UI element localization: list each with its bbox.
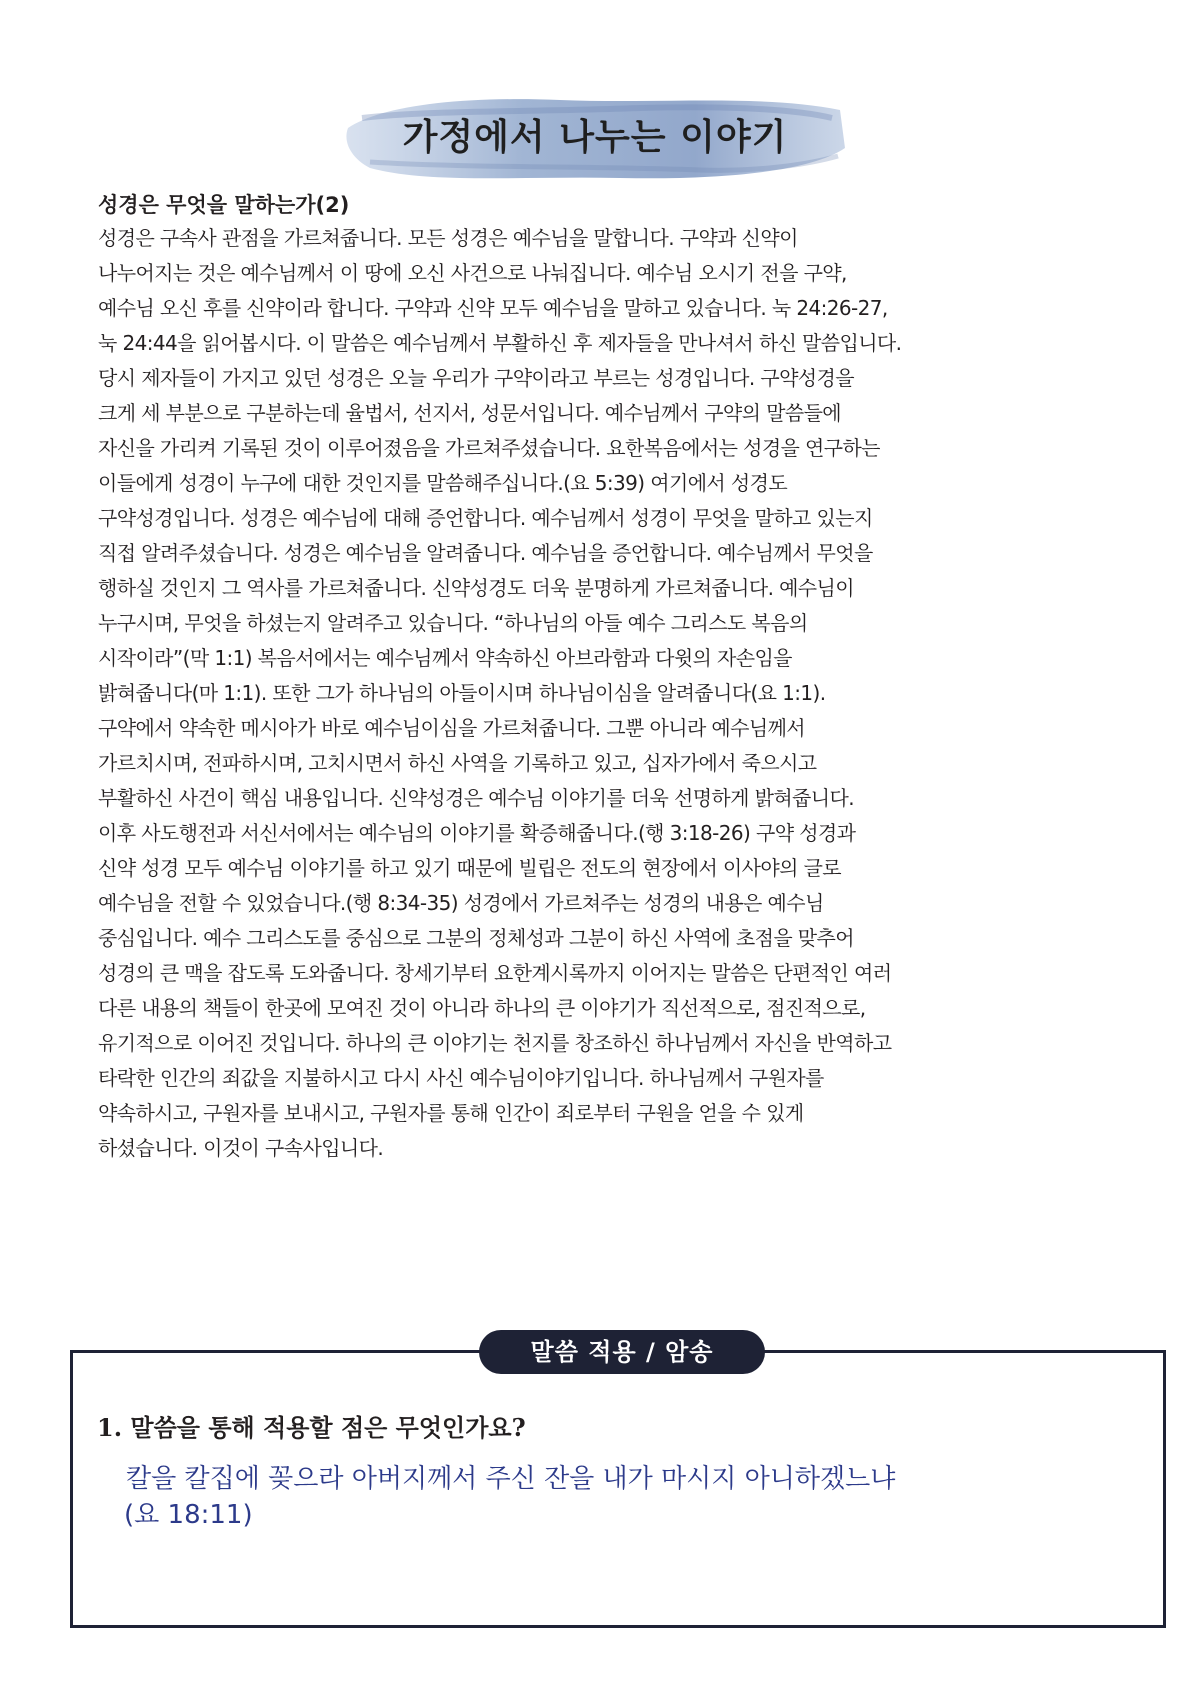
body-line: 가르치시며, 전파하시며, 고치시면서 하신 사역을 기록하고 있고, 십자가에서 죽으시고 [98, 751, 817, 775]
body-line: 눅 24:44을 읽어봅시다. 이 말씀은 예수님께서 부활하신 후 제자들을 만나셔서 하신 말씀입니다. [98, 331, 902, 355]
body-line: 약속하시고, 구원자를 보내시고, 구원자를 통해 인간이 죄로부터 구원을 얻을 수 있게 [98, 1101, 804, 1125]
body-line: 하셨습니다. 이것이 구속사입니다. [98, 1136, 384, 1160]
body-line: 성경의 큰 맥을 잡도록 도와줍니다. 창세기부터 요한계시록까지 이어지는 말씀은 단편적인 여러 [98, 961, 892, 985]
body-line: 예수님을 전할 수 있었습니다.(행 8:34-35) 성경에서 가르쳐주는 성경의 내용은 예수님 [98, 891, 824, 915]
body-line: 이들에게 성경이 누구에 대한 것인지를 말씀해주십니다.(요 5:39) 여기에서 성경도 [98, 471, 788, 495]
body-line: 신약 성경 모두 예수님 이야기를 하고 있기 때문에 빌립은 전도의 현장에서 이사야의 글로 [98, 856, 842, 880]
body-line: 시작이라”(막 1:1) 복음서에서는 예수님께서 약속하신 아브라함과 다윗의 자손임을 [98, 646, 792, 670]
body-line: 구약에서 약속한 메시아가 바로 예수님이심을 가르쳐줍니다. 그뿐 아니라 예수님께서 [98, 716, 806, 740]
title-banner [340, 88, 850, 188]
body-line: 누구시며, 무엇을 하셨는지 알려주고 있습니다. “하나님의 아들 예수 그리스도 복음의 [98, 611, 808, 635]
memory-verse-reference: (요 18:11) [124, 1500, 253, 1530]
body-line: 성경은 구속사 관점을 가르쳐줍니다. 모든 성경은 예수님을 말합니다. 구약과 신약이 [98, 226, 798, 250]
article-body [98, 189, 1158, 1166]
body-line: 자신을 가리켜 기록된 것이 이루어졌음을 가르쳐주셨습니다. 요한복음에서는 성경을 연구하는 [98, 436, 880, 460]
body-line: 다른 내용의 책들이 한곳에 모여진 것이 아니라 하나의 큰 이야기가 직선적으로, 점진적으로, [98, 996, 866, 1020]
page-title: 가정에서 나누는 이야기 [402, 117, 788, 158]
body-line: 타락한 인간의 죄값을 지불하시고 다시 사신 예수님이야기입니다. 하나님께서 구원자를 [98, 1066, 824, 1090]
body-line: 행하실 것인지 그 역사를 가르쳐줍니다. 신약성경도 더욱 분명하게 가르쳐줍니다. 예수님이 [98, 576, 854, 600]
body-line: 이후 사도행전과 서신서에서는 예수님의 이야기를 확증해줍니다.(행 3:18-26) 구약 성경과 [98, 821, 856, 845]
body-line: 크게 세 부분으로 구분하는데 율법서, 선지서, 성문서입니다. 예수님께서 구약의 말씀들에 [98, 401, 842, 425]
body-line: 중심입니다. 예수 그리스도를 중심으로 그분의 정체성과 그분이 하신 사역에 초점을 맞추어 [98, 926, 854, 950]
body-line: 예수님 오신 후를 신약이라 합니다. 구약과 신약 모두 예수님을 말하고 있습니다. 눅 24:26-27, [98, 296, 888, 320]
body-line: 밝혀줍니다(마 1:1). 또한 그가 하나님의 아들이시며 하나님이심을 알려줍니다(요 1:1). [98, 681, 826, 705]
section-heading: 성경은 무엇을 말하는가(2) [98, 193, 350, 217]
memory-verse: 칼을 칼집에 꽂으라 아버지께서 주신 잔을 내가 마시지 아니하겠느냐 [126, 1464, 896, 1494]
application-question: 1. 말씀을 통해 적용할 점은 무엇인가요? [97, 1413, 526, 1442]
body-line: 부활하신 사건이 핵심 내용입니다. 신약성경은 예수님 이야기를 더욱 선명하게 밝혀줍니다. [98, 786, 854, 810]
body-line: 나누어지는 것은 예수님께서 이 땅에 오신 사건으로 나눠집니다. 예수님 오시기 전을 구약, [98, 261, 847, 285]
application-badge: 말씀 적용 / 암송 [479, 1330, 765, 1374]
body-line: 구약성경입니다. 성경은 예수님에 대해 증언합니다. 예수님께서 성경이 무엇을 말하고 있는지 [98, 506, 873, 530]
body-line: 유기적으로 이어진 것입니다. 하나의 큰 이야기는 천지를 창조하신 하나님께서 자신을 반역하고 [98, 1031, 892, 1055]
body-line: 당시 제자들이 가지고 있던 성경은 오늘 우리가 구약이라고 부르는 성경입니다. 구약성경을 [98, 366, 854, 390]
body-line: 직접 알려주셨습니다. 성경은 예수님을 알려줍니다. 예수님을 증언합니다. 예수님께서 무엇을 [98, 541, 873, 565]
